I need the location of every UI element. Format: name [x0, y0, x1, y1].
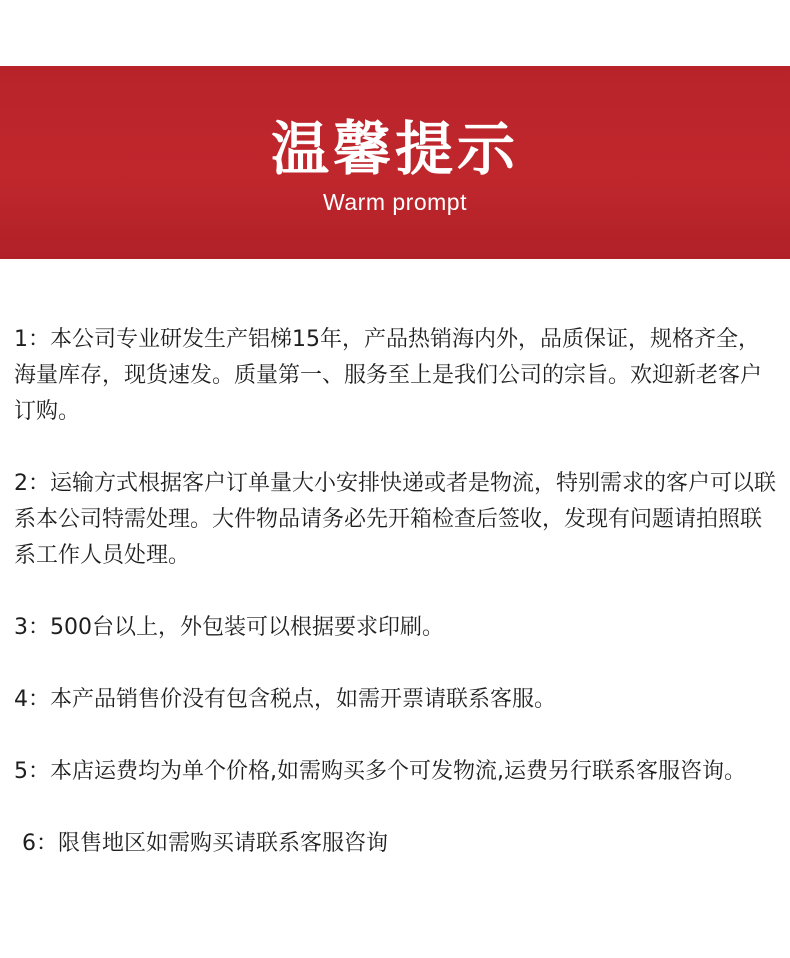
- banner-subtitle: Warm prompt: [323, 189, 467, 215]
- notice-item-5: 5：本店运费均为单个价格,如需购买多个可发物流,运费另行联系客服咨询。: [14, 759, 746, 784]
- notice-item-2: 2：运输方式根据客户订单量大小安排快递或者是物流，特别需求的客户可以联系本公司特需处理。大件物品请务必先开箱检查后签收，发现有问题请拍照联系工作人员处理。: [14, 471, 776, 568]
- notice-item-6: 6：限售地区如需购买请联系客服咨询: [22, 831, 388, 856]
- notice-item-4: 4：本产品销售价没有包含税点，如需开票请联系客服。: [14, 687, 556, 712]
- notice-item-3: 3：500台以上，外包装可以根据要求印刷。: [14, 615, 444, 640]
- banner-title: 温馨提示: [270, 115, 519, 183]
- notice-item-1: 1：本公司专业研发生产铝梯15年，产品热销海内外，品质保证，规格齐全，海量库存，现货速发。质量第一、服务至上是我们公司的宗旨。欢迎新老客户订购。: [14, 327, 763, 424]
- notice-list: [14, 322, 778, 898]
- warm-prompt-banner: [0, 66, 790, 259]
